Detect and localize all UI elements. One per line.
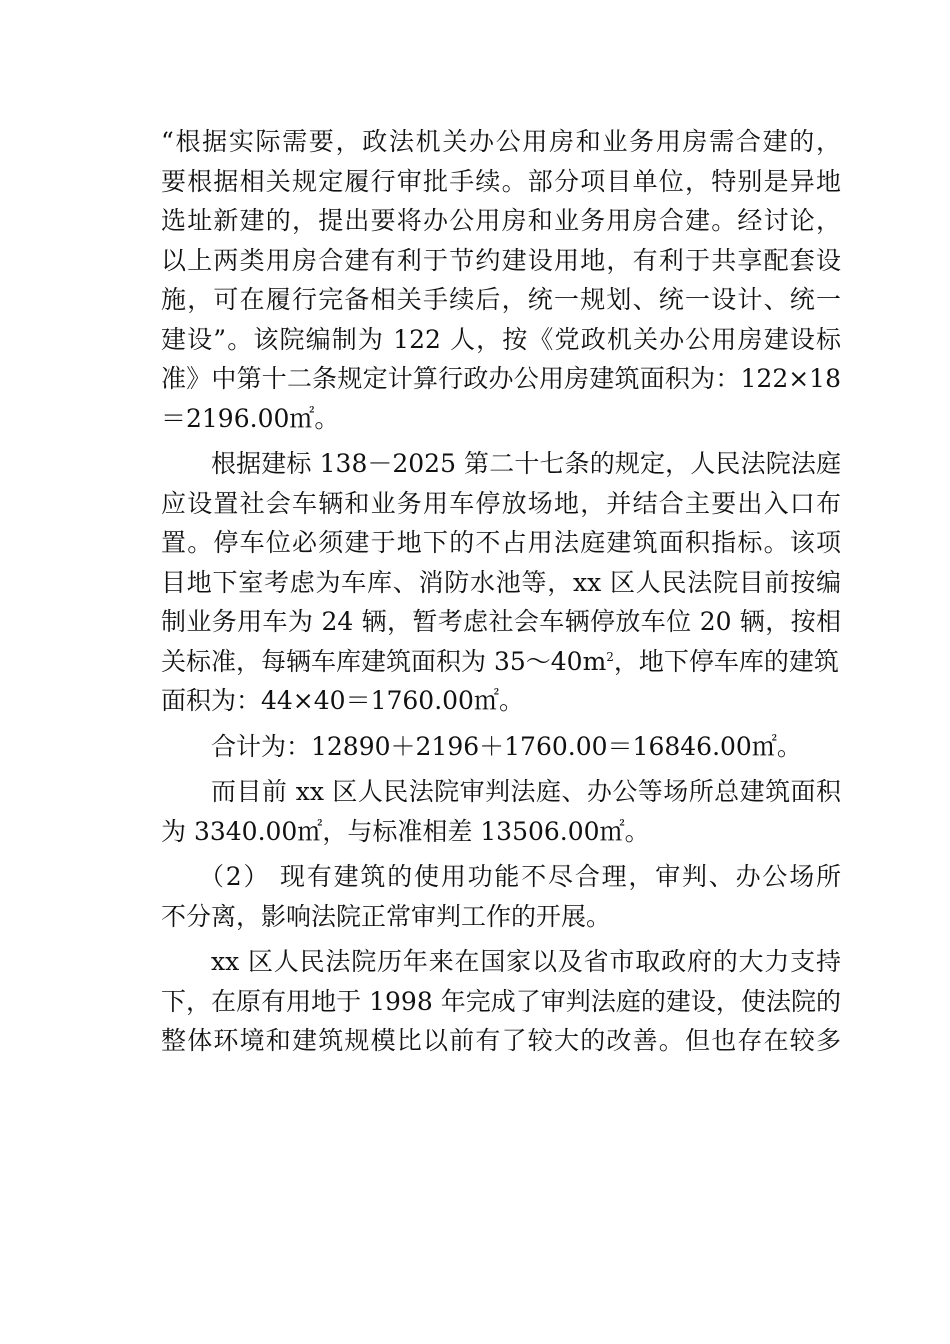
text-line: 选址新建的，提出要将办公用房和业务用房合建。经讨论， bbox=[161, 206, 841, 235]
text-line: 下，在原有用地于 1998 年完成了审判法庭的建设，使法院的 bbox=[161, 986, 841, 1016]
text-line: 制业务用车为 24 辆，暂考虑社会车辆停放车位 20 辆，按相 bbox=[161, 607, 841, 636]
paragraph-5 bbox=[161, 857, 841, 936]
text-line: “根据实际需要，政法机关办公用房和业务用房需合建的， bbox=[161, 127, 841, 156]
text-line: 目地下室考虑为车库、消防水池等，xx 区人民法院目前按编 bbox=[161, 567, 841, 597]
paragraph-6 bbox=[161, 942, 841, 1061]
text-line: xx 区人民法院历年来在国家以及省市取政府的大力支持 bbox=[211, 947, 841, 976]
text-line: 面积为：44×40＝1760.00㎡。 bbox=[161, 686, 524, 715]
text-line: 根据建标 138－2025 第二十七条的规定，人民法院法庭 bbox=[211, 449, 841, 478]
text-line: 要根据相关规定履行审批手续。部分项目单位，特别是异地 bbox=[161, 166, 841, 196]
paragraph-4 bbox=[161, 772, 841, 851]
text-line: 应设置社会车辆和业务用车停放场地，并结合主要出入口布 bbox=[161, 488, 841, 518]
text-line: 施，可在履行完备相关手续后，统一规划、统一设计、统一 bbox=[161, 285, 841, 314]
text-line: 不分离，影响法院正常审判工作的开展。 bbox=[161, 901, 612, 931]
text-line: （2） 现有建筑的使用功能不尽合理，审判、办公场所 bbox=[199, 862, 841, 891]
text-line: 而目前 xx 区人民法院审判法庭、办公等场所总建筑面积 bbox=[211, 777, 841, 806]
text-line: 整体环境和建筑规模比以前有了较大的改善。但也存在较多 bbox=[161, 1026, 841, 1055]
text-line: 以上两类用房合建有利于节约建设用地，有利于共享配套设 bbox=[161, 245, 841, 275]
text-line: 建设”。该院编制为 122 人，按《党政机关办公用房建设标 bbox=[161, 324, 841, 354]
text-line: 置。停车位必须建于地下的不占用法庭建筑面积指标。该项 bbox=[161, 528, 841, 557]
paragraph-3 bbox=[161, 727, 841, 767]
text-fragment: 关标准，每辆车库建筑面积为 35～40m bbox=[161, 646, 607, 676]
paragraph-2 bbox=[161, 444, 841, 721]
text-line-with-superscript bbox=[161, 642, 841, 682]
text-line: 为 3340.00㎡，与标准相差 13506.00㎡。 bbox=[161, 816, 650, 846]
paragraph-1 bbox=[161, 122, 841, 438]
text-line: ＝2196.00㎡。 bbox=[161, 403, 340, 433]
text-line: 准》中第十二条规定计算行政办公用房建筑面积为：122×18 bbox=[161, 364, 841, 393]
document-body bbox=[161, 122, 841, 1061]
text-line: 合计为：12890＋2196＋1760.00＝16846.00㎡。 bbox=[211, 731, 802, 761]
text-fragment: ，地下停车库的建筑 bbox=[613, 646, 839, 676]
superscript-2: 2 bbox=[606, 649, 614, 664]
